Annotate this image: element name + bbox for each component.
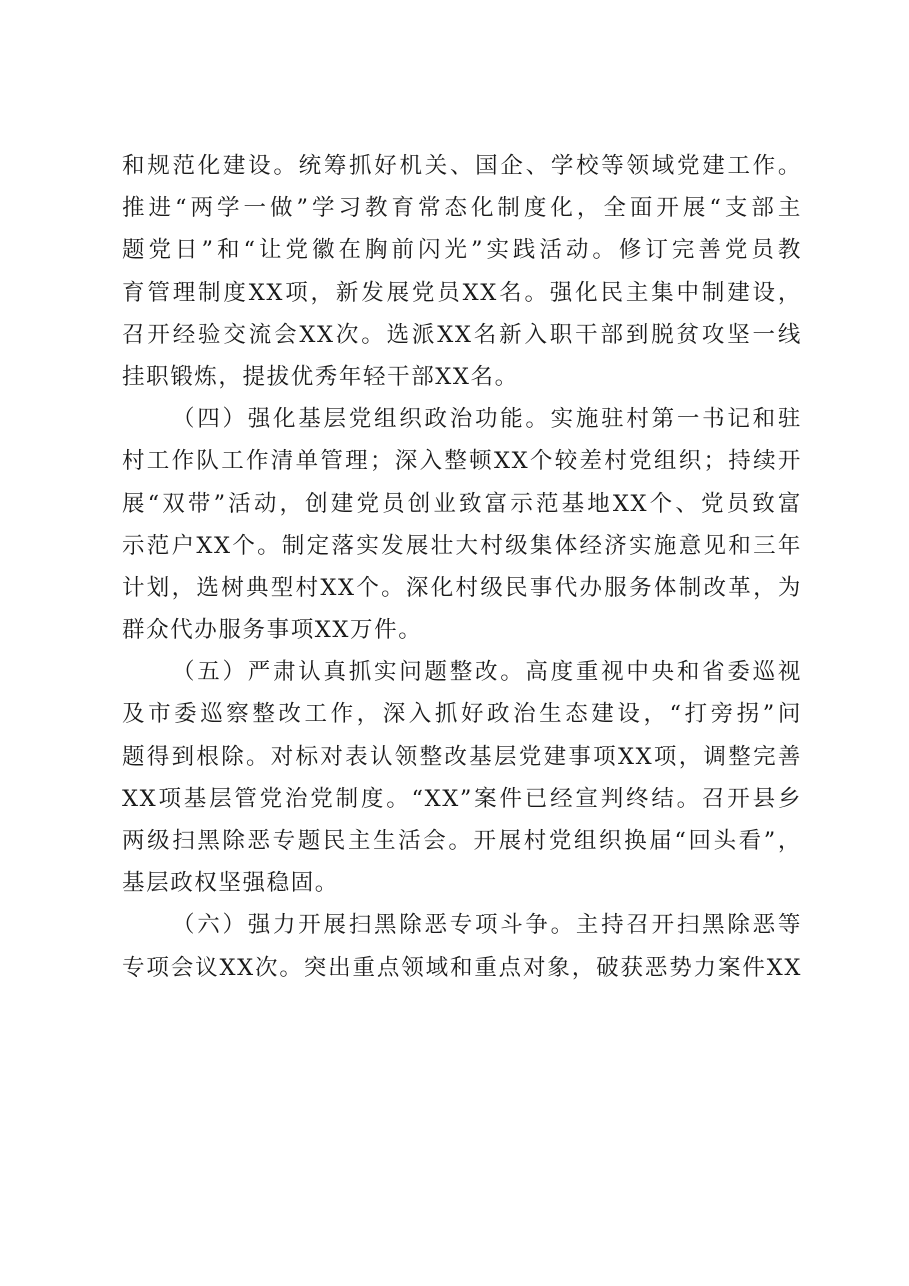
text-line: 题党日”和“让党徽在胸前闪光”实践活动。修订完善党员教	[122, 237, 802, 264]
paragraph	[122, 904, 802, 988]
text-line: 基层政权坚强稳固。	[122, 870, 339, 897]
text-line: 示范户XX个。制定落实发展壮大村级集体经济实施意见和三年	[122, 532, 802, 559]
paragraph	[122, 398, 802, 651]
text-line: 育管理制度XX项，新发展党员XX名。强化民主集中制建设，	[122, 279, 802, 306]
text-line: 村工作队工作清单管理；深入整顿XX个较差村党组织；持续开	[122, 448, 802, 475]
text-line: 推进“两学一做”学习教育常态化制度化，全面开展“支部主	[122, 195, 802, 222]
text-line: 召开经验交流会XX次。选派XX名新入职干部到脱贫攻坚一线	[122, 321, 802, 348]
text-line: 题得到根除。对标对表认领整改基层党建事项XX项，调整完善	[122, 743, 802, 770]
text-line: 挂职锻炼，提拔优秀年轻干部XX名。	[122, 363, 519, 390]
text-line: （五）严肃认真抓实问题整改。高度重视中央和省委巡视	[172, 659, 802, 686]
text-line: 计划，选树典型村XX个。深化村级民事代办服务体制改革，为	[122, 574, 802, 601]
text-line: 和规范化建设。统筹抓好机关、国企、学校等领域党建工作。	[122, 153, 802, 179]
text-line: XX项基层管党治党制度。“XX”案件已经宣判终结。召开县乡	[122, 785, 802, 812]
text-line: 群众代办服务事项XX万件。	[122, 617, 423, 644]
document-body	[122, 145, 802, 989]
text-line: 两级扫黑除恶专题民主生活会。开展村党组织换届“回头看”，	[122, 828, 802, 854]
text-line: 展“双带”活动，创建党员创业致富示范基地XX个、党员致富	[122, 490, 802, 517]
text-line: （四）强化基层党组织政治功能。实施驻村第一书记和驻	[172, 406, 802, 433]
text-line: （六）强力开展扫黑除恶专项斗争。主持召开扫黑除恶等	[172, 912, 802, 939]
paragraph	[122, 651, 802, 904]
paragraph	[122, 145, 802, 398]
text-line: 及市委巡察整改工作，深入抓好政治生态建设，“打旁拐”问	[122, 701, 802, 728]
text-line: 专项会议XX次。突出重点领域和重点对象，破获恶势力案件XX	[122, 954, 802, 981]
